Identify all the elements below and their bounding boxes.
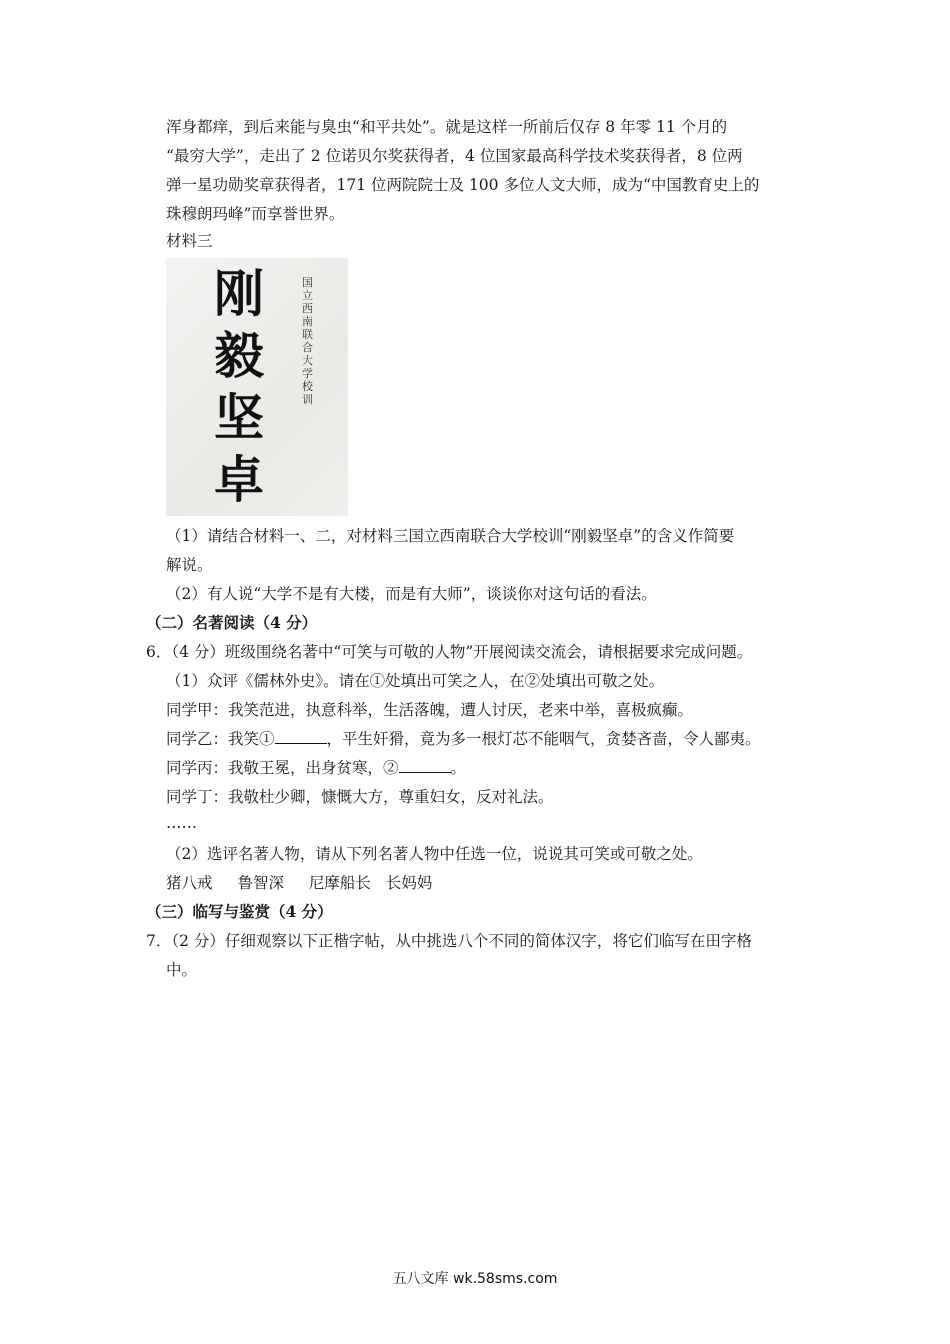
answer-blank-2[interactable] <box>399 758 451 773</box>
student-c-text-post: 。 <box>450 759 467 777</box>
calligraphy-char-3: 坚 <box>214 388 264 447</box>
answer-blank-1[interactable] <box>275 729 327 744</box>
q5-sub1-line-2: 解说。 <box>166 556 213 574</box>
q7-line-2: 中。 <box>166 961 198 979</box>
calligraphy-char-2: 毅 <box>214 326 264 385</box>
student-c-text-pre: 同学丙：我敬王冕，出身贫寒，② <box>166 759 399 777</box>
q6-character-list <box>166 872 432 894</box>
character-option: 尼摩船长 <box>308 874 371 892</box>
q7-line-1: 7．（2 分）仔细观察以下正楷字帖，从中挑选八个不同的简体汉字，将它们临写在田字格 <box>146 932 752 950</box>
q6-student-b <box>166 728 761 750</box>
q6-ellipsis: …… <box>166 814 197 832</box>
q6-sub1: （1）众评《儒林外史》。请在①处填出可笑之人，在②处填出可敬之处。 <box>166 672 665 690</box>
intro-line-4: 珠穆朗玛峰”而享誉世界。 <box>166 205 345 223</box>
student-b-text-pre: 同学乙：我笑① <box>166 730 275 748</box>
q5-sub1-line-1: （1）请结合材料一、二，对材料三国立西南联合大学校训“刚毅坚卓”的含义作简要 <box>166 527 735 545</box>
q6-sub2: （2）选评名著人物，请从下列名著人物中任选一位，说说其可笑或可敬之处。 <box>166 845 703 863</box>
calligraphy-side-inscription: 国立西南联合大学校训 <box>302 276 313 406</box>
student-b-text-post: ，平生奸猾，竟为多一根灯芯不能咽气，贪婪吝啬，令人鄙夷。 <box>326 730 761 748</box>
character-option: 长妈妈 <box>385 874 433 892</box>
calligraphy-char-4: 卓 <box>214 450 264 509</box>
q6-student-c <box>166 757 466 779</box>
intro-line-3: 弹一星功勋奖章获得者，171 位两院院士及 100 多位人文大师，成为“中国教育史上的 <box>166 176 760 194</box>
character-option: 鲁智深 <box>237 874 284 892</box>
q6-student-a: 同学甲：我笑范进，执意科举，生活落魄，遭人讨厌，老来中举，喜极疯癫。 <box>166 701 694 719</box>
calligraphy-char-1: 刚 <box>214 264 264 323</box>
q6-student-d: 同学丁：我敬杜少卿，慷慨大方，尊重妇女，反对礼法。 <box>166 788 554 806</box>
section-3-heading: （三）临写与鉴赏（4 分） <box>146 902 333 921</box>
footer-watermark: 五八文库 wk.58sms.com <box>392 1271 558 1287</box>
q6-stem: 6．（4 分）班级围绕名著中“可笑与可敬的人物”开展阅读交流会，请根据要求完成问题。 <box>146 643 753 661</box>
calligraphy-motto-image <box>166 258 348 516</box>
character-option: 猪八戒 <box>166 874 213 892</box>
section-2-heading: （二）名著阅读（4 分） <box>146 613 318 632</box>
intro-line-2: “最穷大学”，走出了 2 位诺贝尔奖获得者，4 位国家最高科学技术奖获得者，8 位两 <box>166 147 743 165</box>
material-3-label: 材料三 <box>166 232 213 250</box>
q5-sub2: （2）有人说“大学不是有大楼，而是有大师”，谈谈你对这句话的看法。 <box>166 585 657 603</box>
intro-line-1: 浑身都痒，到后来能与臭虫“和平共处”。就是这样一所前后仅存 8 年零 11 个月的 <box>166 118 728 136</box>
